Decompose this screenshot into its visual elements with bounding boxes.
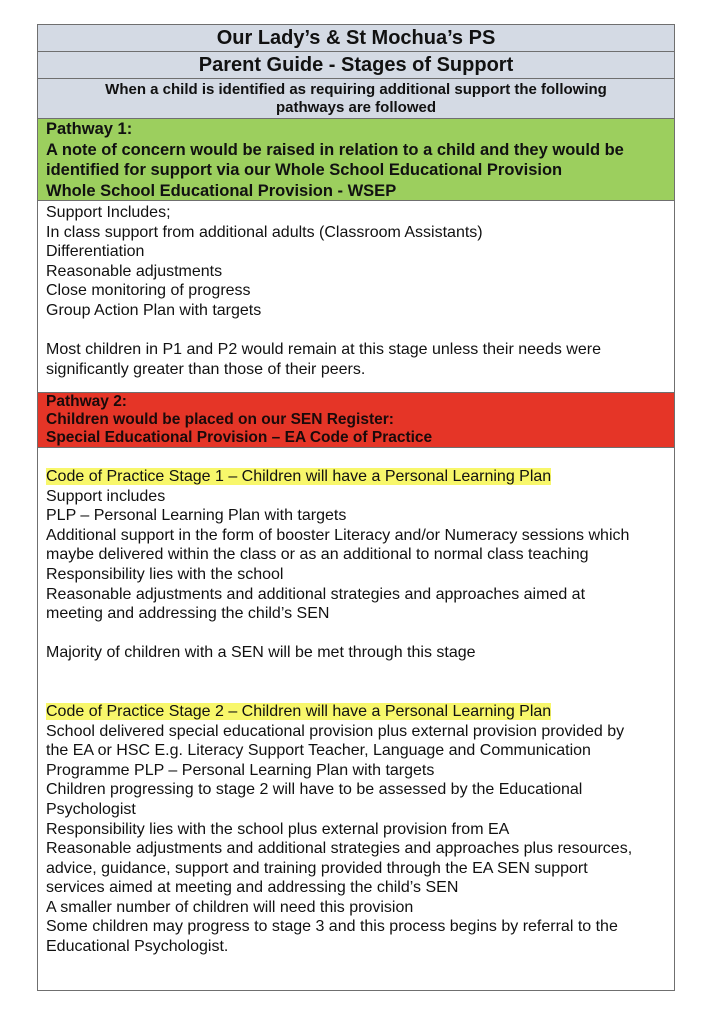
pathway1-note-line: significantly greater than those of their peers. <box>46 360 366 378</box>
school-name: Our Lady’s & St Mochua’s PS <box>216 27 496 49</box>
stage1-note: Majority of children with a SEN will be met through this stage <box>46 644 476 662</box>
stage2-line: A smaller number of children will need this provision <box>46 898 414 916</box>
spacer <box>46 663 666 702</box>
spacer <box>46 321 666 341</box>
support-item: Differentiation <box>46 243 145 261</box>
stage1-line: PLP – Personal Learning Plan with targets <box>46 507 347 525</box>
intro-line: pathways are followed <box>275 99 437 116</box>
stage2-line: the EA or HSC E.g. Literacy Support Teacher, Language and Communication <box>46 742 591 760</box>
stage2-line: services aimed at meeting and addressing the child’s SEN <box>46 879 459 897</box>
support-item: In class support from additional adults (Classroom Assistants) <box>46 223 483 241</box>
stage2-line: Psychologist <box>46 800 136 818</box>
stage2-heading: Code of Practice Stage 2 – Children will have a Personal Learning Plan <box>46 702 552 720</box>
stage1-line: maybe delivered within the class or as an additional to normal class teaching <box>46 546 589 564</box>
intro-line: When a child is identified as requiring additional support the following <box>105 81 607 98</box>
stage1-line: Responsibility lies with the school <box>46 565 284 583</box>
pathway1-header <box>38 119 674 201</box>
stage1-line: Support includes <box>46 487 166 505</box>
intro-row <box>38 79 674 119</box>
stages-of-support-table <box>37 24 675 991</box>
pathway2-label: Pathway 2: <box>46 393 127 410</box>
pathway1-description-line: identified for support via our Whole School Educational Provision <box>46 161 563 179</box>
pathway2-description: Children would be placed on our SEN Register: <box>46 411 394 428</box>
stage2-line: Educational Psychologist. <box>46 938 229 956</box>
stage2-line: Reasonable adjustments and additional strategies and approaches plus resources, <box>46 840 633 858</box>
pathway1-note-line: Most children in P1 and P2 would remain at this stage unless their needs were <box>46 341 601 359</box>
pathway1-body <box>38 201 674 393</box>
stage2-line: advice, guidance, support and training provided through the EA SEN support <box>46 859 588 877</box>
spacer <box>46 624 666 644</box>
support-heading: Support Includes; <box>46 204 171 221</box>
pathway1-label: Pathway 1: <box>46 120 133 138</box>
stage2-line: School delivered special educational provision plus external provision provided by <box>46 722 625 740</box>
pathway2-subtitle: Special Educational Provision – EA Code of Practice <box>46 429 433 446</box>
stage2-line: Responsibility lies with the school plus external provision from EA <box>46 820 510 838</box>
stage2-line: Programme PLP – Personal Learning Plan with targets <box>46 761 435 779</box>
stage1-heading: Code of Practice Stage 1 – Children will have a Personal Learning Plan <box>46 468 552 485</box>
school-name-row <box>38 25 674 52</box>
support-item: Close monitoring of progress <box>46 282 251 300</box>
guide-title-row <box>38 52 674 79</box>
pathway1-description-line: A note of concern would be raised in relation to a child and they would be <box>46 140 624 159</box>
pathway2-body <box>38 448 674 990</box>
stage1-line: meeting and addressing the child’s SEN <box>46 605 330 623</box>
stage2-line: Children progressing to stage 2 will have to be assessed by the Educational <box>46 781 583 799</box>
stage1-line: Additional support in the form of booster Literacy and/or Numeracy sessions which <box>46 526 630 544</box>
stage2-line: Some children may progress to stage 3 and this process begins by referral to the <box>46 918 618 936</box>
support-item: Group Action Plan with targets <box>46 301 262 319</box>
pathway2-header <box>38 393 674 448</box>
support-item: Reasonable adjustments <box>46 262 223 280</box>
pathway1-subtitle: Whole School Educational Provision - WSEP <box>46 181 397 200</box>
guide-title: Parent Guide - Stages of Support <box>198 54 514 76</box>
stage1-line: Reasonable adjustments and additional strategies and approaches aimed at <box>46 585 586 603</box>
